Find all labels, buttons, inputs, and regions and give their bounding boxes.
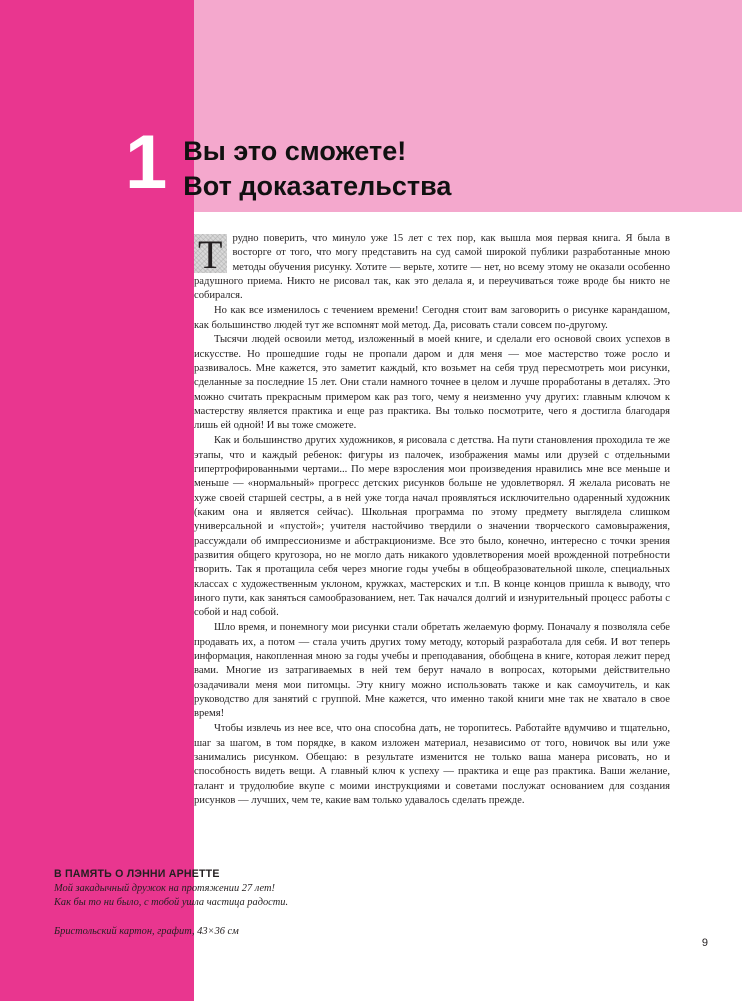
caption-title: В ПАМЯТЬ О ЛЭННИ АРНЕТТЕ — [54, 868, 220, 880]
chapter-header — [125, 120, 685, 208]
artwork-caption — [54, 868, 484, 937]
chapter-title-line-1: Вы это сможете! — [183, 136, 407, 166]
paragraph-1 — [194, 232, 670, 304]
body-content — [194, 232, 670, 809]
page-number: 9 — [701, 937, 708, 949]
caption-line-1: Мой закадычный дружок на протяжении 27 лет! — [54, 883, 275, 894]
caption-medium: Бристольский картон, графит, 43×36 см — [54, 926, 239, 938]
paragraph-6: Чтобы извлечь из нее все, что она способна дать, не торопитесь. Работайте вдумчиво и тщательно, шаг за шагом, в том порядке, в каком изложен материал, независимо от того, новичок вы или уже занимались рисунком. Обещаю: в результате изменится не только ваша манера рисовать, но и способность видеть вещи. А главный ключ к успеху — практика и еще раз практика. Ваши желание, талант и трудолюбие вкупе с моими инструкциями и советами послужат основанием для создания рисунков — лучших, чем те, какие вам только удавалось сделать прежде. — [194, 723, 670, 806]
paragraph-2: Но как все изменилось с течением времени! Сегодня стоит вам заговорить о рисунке карандашом, как большинство людей тут же вспомнят мой метод. Да, рисовать стали совсем по-другому. — [194, 305, 670, 331]
paragraph-1-text: рудно поверить, что минуло уже 15 лет с тех пор, как вышла моя первая книга. Я была в восторге от того, что могу представить на суд самой широкой публики разработанные мною методы обучения рисунку. Хотите — верьте, хотите — нет, но всему этому не оказали особенно радушного приема. Никто не рисовал так, как это делала я, и переучиваться тоже вроде бы никто не собирался. — [194, 233, 670, 302]
page-title — [183, 128, 451, 204]
chapter-title-line-2: Вот доказательства — [183, 171, 452, 202]
chapter-number: 1 — [125, 120, 166, 205]
paragraph-4: Как и большинство других художников, я рисовала с детства. На пути становления проходила те же этапы, что и каждый ребенок: фигуры из палочек, изображения мамы или друзей с отдельными гипертрофированными чертами... По мере взросления мои произведения нравились мне все меньше и меньше — «нормальный» прогресс детских рисунков больше не удовлетворял. Я желала рисовать не хуже своей старшей сестры, а в ней уже тогда начал проявляться исключительно одаренный художник (каким она и является сейчас). Школьная программа по этому предмету выглядела слишком универсальной и «пустой»; учителя настойчиво твердили о значении творческого самовыражения, рассуждали об импрессионизме и абстракционизме. Все это было, конечно, интересно с точки зрения развития общего кругозора, но не могло дать никакого удовлетворения моей врожденной потребности творить. Так я протащила себя через многие годы учебы в общеобразовательной школе, специальных классах с художественным уклоном, кружках, мастерских и т.п. В конце концов пришла к выводу, что иного пути, как заняться самообразованием, нет. Так начался долгий и изнурительный процесс работы с собой и над собой. — [194, 435, 670, 619]
body-text — [194, 232, 670, 808]
caption-line-2: Как бы то ни было, с тобой ушла частица радости. — [54, 897, 289, 909]
drop-cap: Т — [194, 234, 227, 273]
paragraph-3: Тысячи людей освоили метод, изложенный в моей книге, и сделали его основой своих успехов в искусстве. Но прошедшие годы не пропали даром и для меня — мое мастерство тоже росло и развивалось. Мне кажется, это заметит каждый, кто возьмет на себя труд пересмотреть мои рисунки, сделанные за последние 15 лет. Они стали намного точнее в целом и лучше проработаны в деталях. Это можно считать прекрасным примером как раз того, чему я неизменно учу других: главным ключом к мастерству является практика и еще раз практика. Вы только посмотрите, чего я достигла благодаря лишь ей одной! И вы тоже сможете. — [194, 334, 670, 432]
paragraph-5: Шло время, и понемногу мои рисунки стали обретать желаемую форму. Поначалу я позволяла себе продавать их, а потом — стала учить других тому методу, который разработала для себя. И вот теперь информация, накопленная мною за годы учебы и преподавания, обобщена в книге, которая лежит перед вами. Многие из затрагиваемых в ней тем берут начало в вопросах, которыми действительно озадачивали меня мои питомцы. Эту книгу можно использовать также и как самоучитель, и как руководство для занятий с группой. Мне кажется, что именно такой книги мне так не хватало в свое время! — [194, 622, 670, 720]
